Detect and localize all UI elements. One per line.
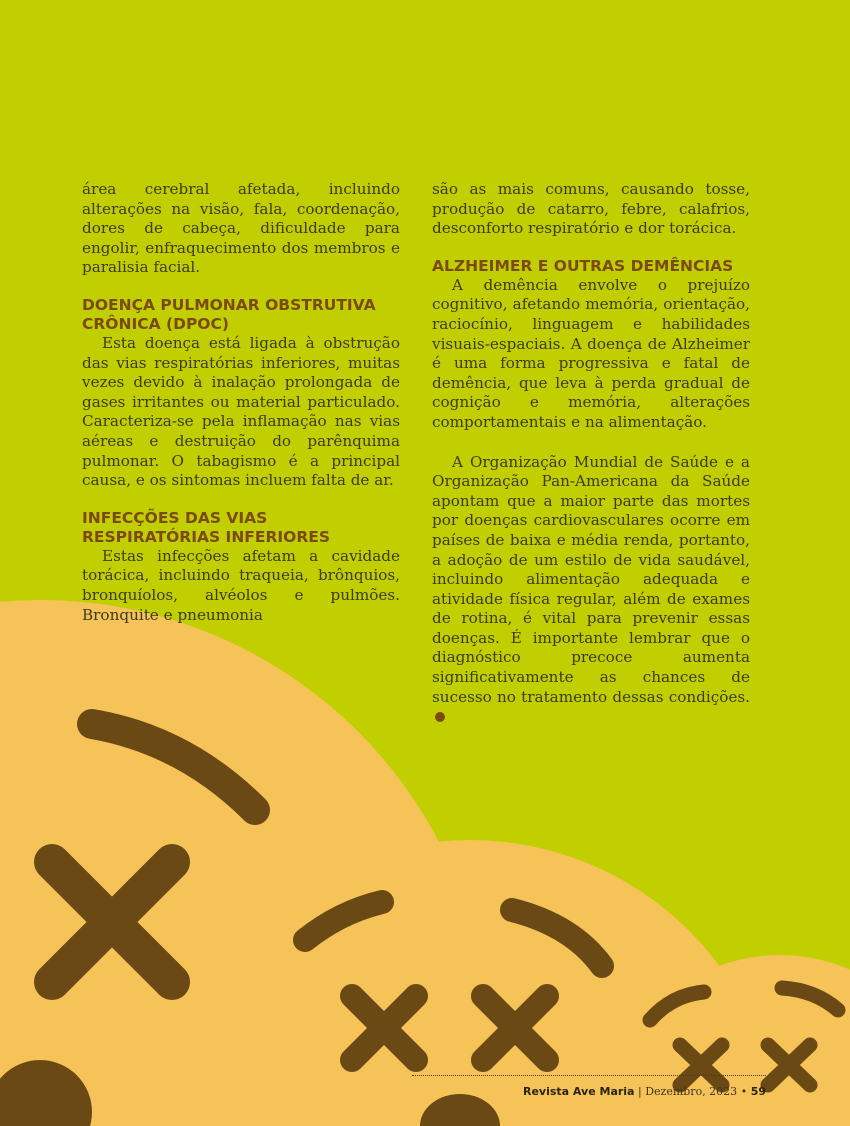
issue-date: Dezembro, 2023 xyxy=(645,1085,738,1098)
page-number: 59 xyxy=(750,1085,766,1098)
paragraph-oms xyxy=(432,453,750,727)
paragraph-respiratory-infections: Estas infecções afetam a cavidade torácica, incluindo traqueia, brônquios, bronquíolos, alvéolos e pulmões. Bronquite e pneumonia xyxy=(82,546,400,624)
heading-alzheimer: ALZHEIMER E OUTRAS DEMÊNCIAS xyxy=(432,256,734,275)
right-column xyxy=(432,180,750,727)
magazine-name: Revista Ave Maria xyxy=(522,1085,635,1098)
paragraph-alzheimer: A demência envolve o prejuízo cognitivo, afetando memória, orientação, raciocínio, linguagem e habilidades visuais-espaciais. A doença de Alzheimer é uma forma progressiva e fatal de demência, que leva à perda gradual de cognição e memória, alterações comportamentais e na alimentação. xyxy=(432,275,750,431)
paragraph-cerebral-area: área cerebral afetada, incluindo alterações na visão, fala, coordenação, dores de cabeça, dificuldade para engolir, enfraquecimento dos membros e paralisia facial. xyxy=(82,180,400,277)
footer-separator: | xyxy=(637,1085,642,1098)
left-column xyxy=(82,180,400,625)
paragraph-dpoc: Esta doença está ligada à obstrução das vias respiratórias inferiores, muitas vezes devido à inalação prolongada de gases irritantes ou material particulado. Caracteriza-se pela inflamação nas vias aéreas e destruição do parênquima pulmonar. O tabagismo é a principal causa, e os sintomas incluem falta de ar. xyxy=(82,333,400,490)
footer-bullet: • xyxy=(740,1085,748,1098)
heading-dpoc: DOENÇA PULMONAR OBSTRUTIVA CRÔNICA (DPOC) xyxy=(82,295,376,333)
paragraph-oms-text: A Organização Mundial de Saúde e a Organização Pan-Americana da Saúde apontam que a maior parte das mortes por doenças cardiovasculares ocorre em países de baixa e média renda, portanto, a adoção de um estilo de vida saudável, incluindo alimentação adequada e atividade física regular, além de exames de rotina, é vital para prevenir essas doenças. É importante lembrar que o diagnóstico precoce aumenta significativamente as chances de sucesso no tratamento dessas condições. xyxy=(432,452,750,706)
paragraph-infection-symptoms: são as mais comuns, causando tosse, produção de catarro, febre, calafrios, desconforto respiratório e dor torácica. xyxy=(432,180,750,238)
page-footer xyxy=(412,1075,766,1098)
end-of-article-dot xyxy=(435,712,445,722)
heading-respiratory-infections: INFECÇÕES DAS VIAS RESPIRATÓRIAS INFERIORES xyxy=(82,508,331,546)
